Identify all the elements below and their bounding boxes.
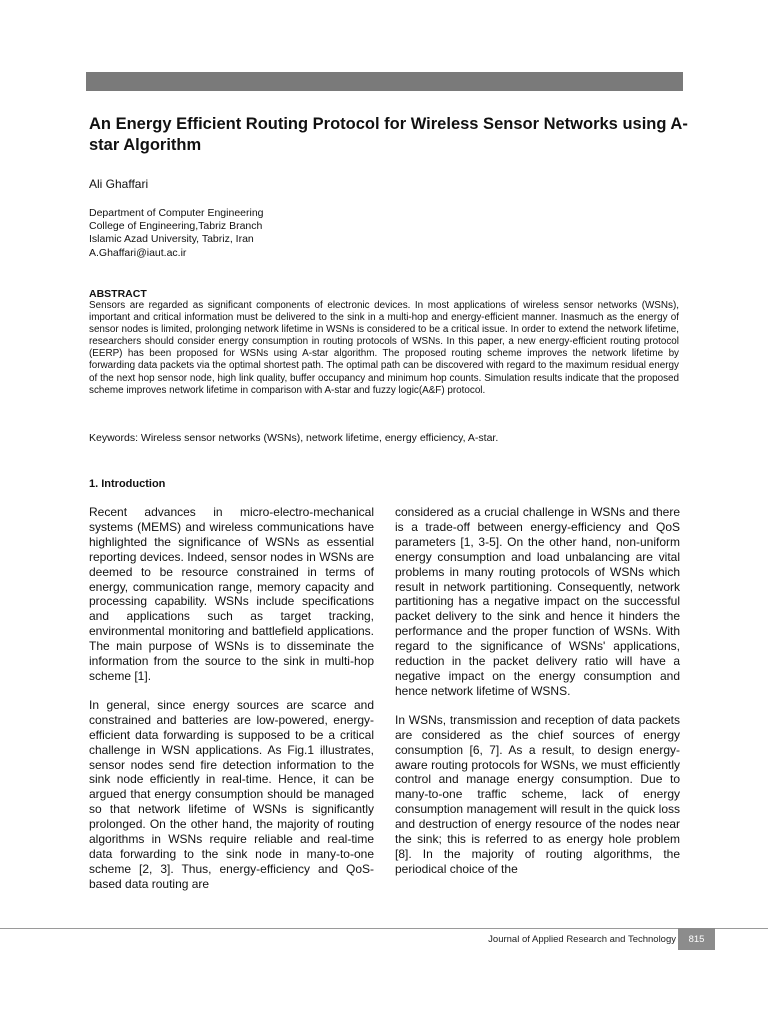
- affiliation-block: [89, 207, 264, 260]
- page-number: 815: [678, 928, 715, 950]
- author-email: A.Ghaffari@iaut.ac.ir: [89, 246, 187, 259]
- journal-name: Journal of Applied Research and Technology: [488, 934, 676, 945]
- abstract-heading: ABSTRACT: [89, 288, 147, 300]
- paper-title: An Energy Efficient Routing Protocol for Wireless Sensor Networks using A-star Algorithm: [89, 115, 688, 154]
- abstract-text: Sensors are regarded as significant components of electronic devices. In most applications of wireless sensor networks (WSNs), important and critical information must be delivered to the sink in a multi-hop and energy-efficient manner. Inasmuch as the energy of sensor nodes is limited, prolonging network lifetime in WSNs is considered to be a critical issue. In order to extend the network lifetime, researchers should consider energy consumption in routing protocols of WSNs. In this paper, a new energy-efficient routing protocol (EERP) has been proposed for WSNs using A-star algorithm. The proposed routing scheme improves the network lifetime by forwarding data packets via the optimal shortest path. The optimal path can be discovered with regard to the maximum residual energy of the next hop sensor node, high link quality, buffer occupancy and minimum hop counts. Simulation results indicate that the proposed scheme improves network lifetime in comparison with A-star and fuzzy logic(A&F) protocol.: [89, 300, 679, 396]
- paragraph: considered as a crucial challenge in WSNs and there is a trade-off between energy-efficiency and QoS parameters [1, 3-5]. On the other hand, non-uniform energy consumption and load unbalancing are vital problems in many routing protocols of WSNs which result in network partitioning. Consequently, network partitioning has a negative impact on the successful packet delivery to the sink and hence it hinders the performance and the proper function of WSNs. With regard to the significance of WSNs' applications, reduction in the packet delivery ratio will have a negative impact on the energy consumption and hence network lifetime of WSNS.: [395, 505, 680, 698]
- section-heading-introduction: 1. Introduction: [89, 478, 166, 490]
- affiliation-university: Islamic Azad University, Tabriz, Iran: [89, 233, 254, 246]
- header-bar: [86, 72, 683, 91]
- paragraph: In general, since energy sources are scarce and constrained and batteries are low-powered, energy-efficient data forwarding is supposed to be a critical challenge in WSN applications. As Fig.1 illustrates, sensor nodes send fire detection information to the sink node efficiently in real-time. Hence, it can be argued that energy consumption should be managed so that network lifetime of WSNs is significantly prolonged. On the other hand, the majority of routing algorithms in WSNs require reliable and real-time data forwarding to the sink node in many-to-one scheme [2, 3]. Thus, energy-efficiency and QoS-based data routing are: [89, 697, 374, 891]
- author-name: Ali Ghaffari: [89, 177, 149, 191]
- affiliation-college: College of Engineering,Tabriz Branch: [89, 220, 263, 233]
- paragraph: Recent advances in micro-electro-mechanical systems (MEMS) and wireless communications have highlighted the significance of WSNs as essential reporting devices. Indeed, sensor nodes in WSNs are deemed to be resource constrained in terms of energy, communication range, memory capacity and processing capability. WSNs include specifications and applications such as target tracking, environmental monitoring and battlefield applications. The main purpose of WSNs is to disseminate the information from the source to the sink in multi-hop scheme [1].: [89, 505, 374, 683]
- keywords: Keywords: Wireless sensor networks (WSNs), network lifetime, energy efficiency, A-star.: [89, 432, 499, 444]
- footer-divider: [0, 928, 768, 929]
- column-right: [395, 505, 680, 891]
- column-left: [89, 505, 374, 906]
- paragraph: In WSNs, transmission and reception of data packets are considered as the chief sources of energy consumption [6, 7]. As a result, to design energy-aware routing protocols for WSNs, we must efficiently control and manage energy consumption. Due to many-to-one traffic scheme, lack of energy consumption management will result in the quick loss and destruction of energy resource of the nodes near the sink; this is referred to as energy hole problem [8]. In the majority of routing algorithms, the periodical choice of the: [395, 712, 680, 876]
- affiliation-department: Department of Computer Engineering: [89, 207, 264, 219]
